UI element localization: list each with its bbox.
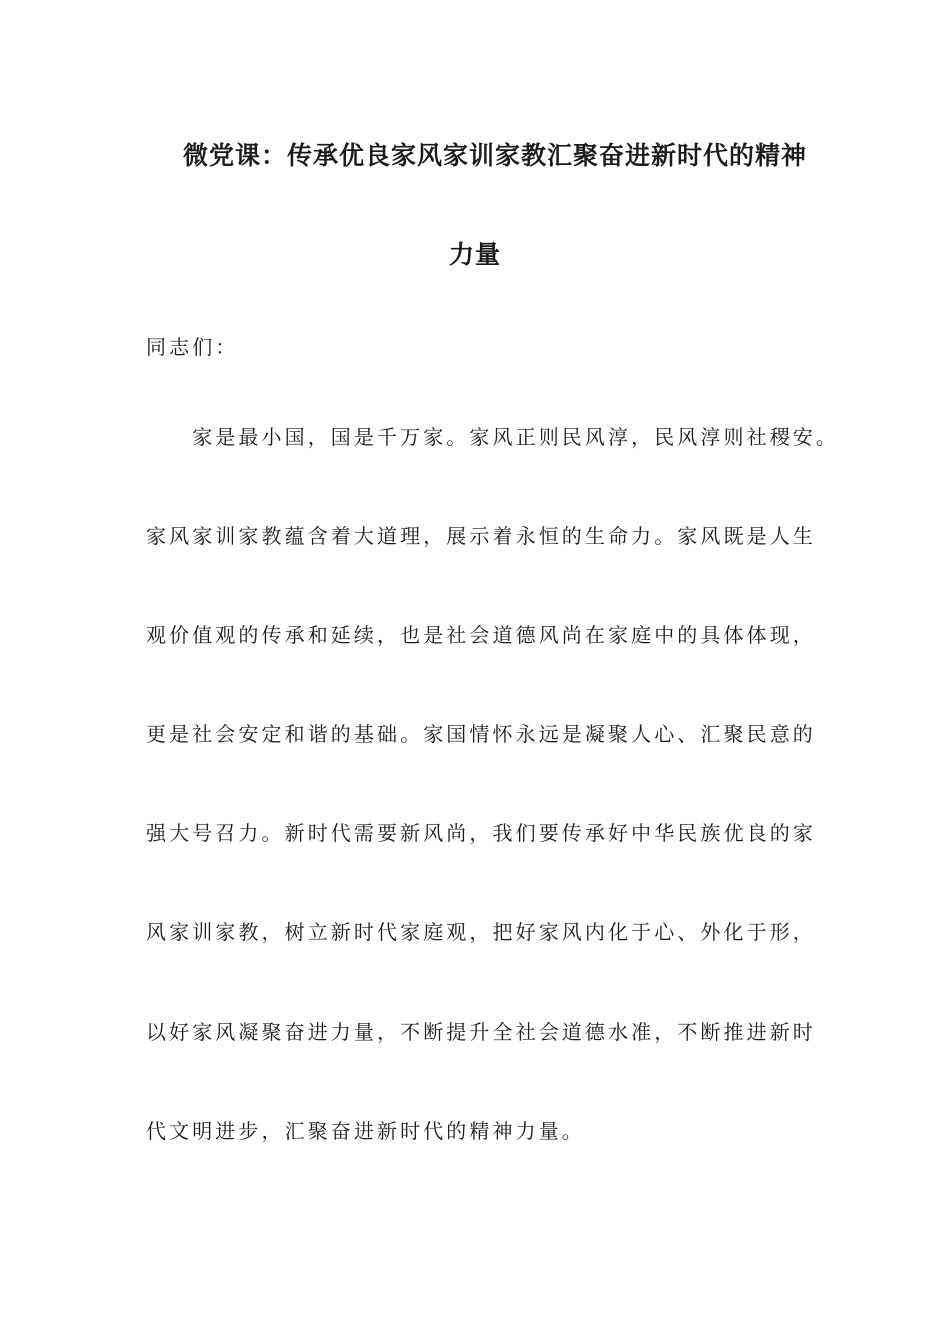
paragraph-line: 更是社会安定和谐的基础。家国情怀永远是凝聚人心、汇聚民意的 [146, 722, 816, 746]
document-title-line-1: 微党课：传承优良家风家训家教汇聚奋进新时代的精神 [182, 141, 807, 170]
paragraph-line: 家是最小国，国是千万家。家风正则民风淳，民风淳则社稷安。 [146, 425, 839, 449]
document-title-line-2: 力量 [448, 240, 501, 269]
paragraph-line: 风家训家教，树立新时代家庭观，把好家风内化于心、外化于形， [146, 920, 816, 944]
paragraph-line: 观价值观的传承和延续，也是社会道德风尚在家庭中的具体体现， [146, 623, 816, 647]
paragraph-line: 代文明进步，汇聚奋进新时代的精神力量。 [146, 1119, 585, 1143]
paragraph-line: 家风家训家教蕴含着大道理，展示着永恒的生命力。家风既是人生 [146, 524, 816, 548]
paragraph-line: 以好家风凝聚奋进力量，不断提升全社会道德水准，不断推进新时 [146, 1020, 816, 1044]
salutation: 同志们： [146, 335, 239, 359]
paragraph-line: 强大号召力。新时代需要新风尚，我们要传承好中华民族优良的家 [146, 821, 816, 845]
